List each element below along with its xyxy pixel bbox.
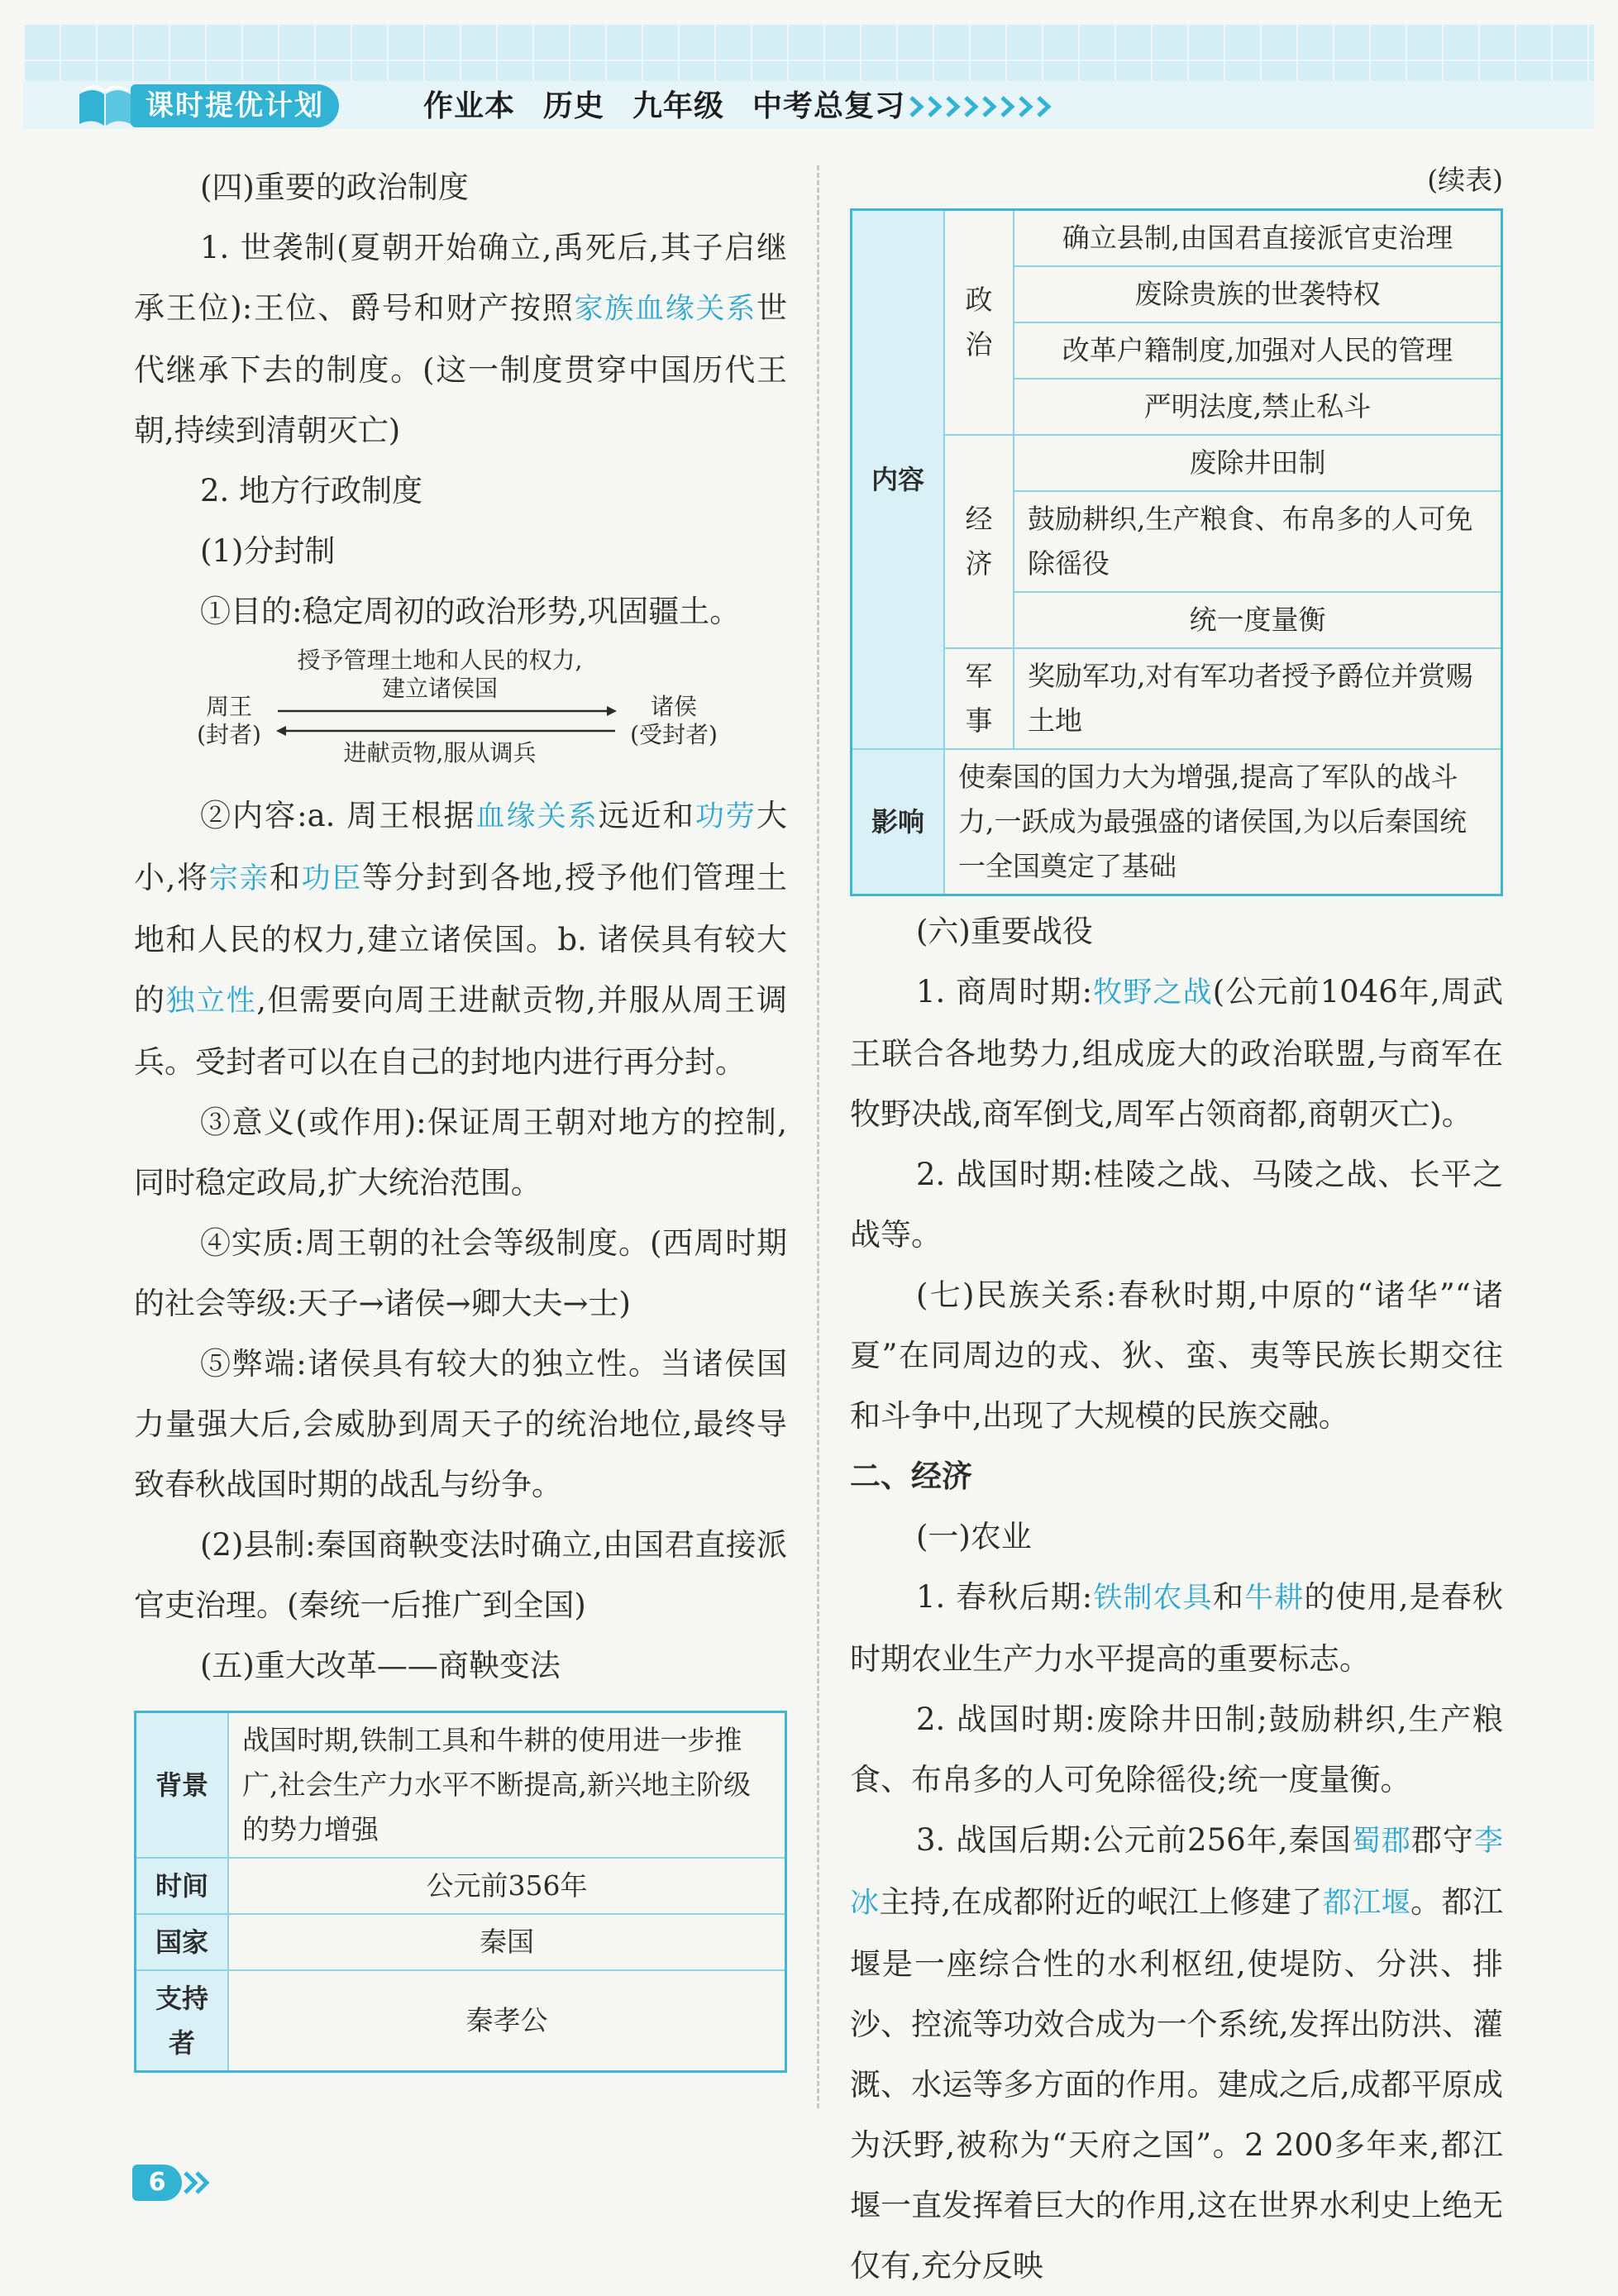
politics-item: 废除贵族的世袭特权 bbox=[1014, 266, 1502, 322]
enfeoffment-content: ②内容:a. 周王根据血缘关系远近和功劳大小,将宗亲和功臣等分封到各地,授予他们管理土地和人民的权力,建立诸侯国。b. 诸侯具有较大的独立性,但需要向周王进献贡物,并服从周王调兵。受封者可以在自己的封地内进行再分封。 bbox=[134, 798, 787, 1080]
local-admin-title: 2. 地方行政制度 bbox=[200, 473, 423, 508]
state-label: 国家 bbox=[136, 1914, 229, 1970]
left-column bbox=[134, 157, 787, 2073]
hereditary-system: 1. 世袭制(夏朝开始确立,禹死后,其子启继承王位):王位、爵号和财产按照家族血缘关系世代继承下去的制度。(这一制度贯穿中国历代王朝,持续到清朝灭亡) bbox=[134, 230, 787, 448]
right-column bbox=[850, 157, 1503, 2296]
supporter-label: 支持者 bbox=[136, 1970, 229, 2072]
agriculture-title: (一)农业 bbox=[916, 1519, 1032, 1554]
politics-item: 确立县制,由国君直接派官吏治理 bbox=[1014, 210, 1502, 267]
section-5-title: (五)重大改革——商鞅变法 bbox=[200, 1648, 561, 1683]
supporter-cell: 秦孝公 bbox=[228, 1970, 786, 2072]
military-label: 军事 bbox=[944, 648, 1014, 749]
table-row bbox=[852, 435, 1502, 491]
header-subject: 历史 bbox=[543, 89, 605, 123]
time-cell: 公元前356年 bbox=[228, 1858, 786, 1914]
impact-cell: 使秦国的国力大为增强,提高了军队的战斗力,一跃成为最强盛的诸侯国,为以后秦国统一全国奠定了基础 bbox=[944, 749, 1502, 895]
diagram-arrows bbox=[273, 704, 620, 741]
table-row bbox=[852, 749, 1502, 895]
economy-section-title: 二、经济 bbox=[850, 1458, 972, 1494]
economy-item: 鼓励耕织,生产粮食、布帛多的人可免除徭役 bbox=[1014, 491, 1502, 592]
header-title bbox=[423, 83, 933, 129]
agriculture-2: 2. 战国时期:废除井田制;鼓励耕织,生产粮食、布帛多的人可免除徭役;统一度量衡。 bbox=[850, 1702, 1503, 1797]
enfeoffment-purpose: ①目的:稳定周初的政治形势,巩固疆土。 bbox=[200, 594, 741, 629]
highlight-muye: 牧野之战 bbox=[1092, 976, 1213, 1010]
header-workbook: 作业本 bbox=[423, 89, 516, 123]
battle-shang-zhou: 1. 商周时期:牧野之战(公元前1046年,周武王联合各地势力,组成庞大的政治联盟,与商军在牧野决战,商军倒戈,周军占领商都,商朝灭亡)。 bbox=[850, 974, 1504, 1132]
page-number: 6 bbox=[132, 2165, 182, 2201]
section-6-title: (六)重要战役 bbox=[916, 914, 1093, 949]
table-row bbox=[136, 1914, 786, 1970]
diagram-bottom-label: 进献贡物,服从调兵 bbox=[343, 739, 537, 766]
continued-label: (续表) bbox=[1427, 164, 1503, 196]
header-review: 中考总复习 bbox=[752, 89, 906, 123]
economy-item: 废除井田制 bbox=[1014, 435, 1502, 491]
column-divider bbox=[817, 165, 819, 2108]
header-grade: 九年级 bbox=[632, 89, 725, 123]
politics-item: 改革户籍制度,加强对人民的管理 bbox=[1014, 322, 1502, 379]
economy-item: 统一度量衡 bbox=[1014, 592, 1502, 648]
table-row bbox=[136, 1712, 786, 1859]
county-system: (2)县制:秦国商鞅变法时确立,由国君直接派官吏治理。(秦统一后推广到全国) bbox=[134, 1527, 787, 1623]
enfeoffment-essence: ④实质:周王朝的社会等级制度。(西周时期的社会等级:天子→诸侯→卿大夫→士) bbox=[134, 1225, 787, 1321]
section-4-title: (四)重要的政治制度 bbox=[200, 169, 469, 205]
content-label: 内容 bbox=[852, 210, 945, 750]
politics-label: 政治 bbox=[944, 210, 1014, 436]
table-row bbox=[136, 1858, 786, 1914]
diagram-king: 周王 (封者) bbox=[197, 693, 261, 748]
agriculture-3: 3. 战国后期:公元前256年,秦国蜀郡郡守李冰主持,在成都附近的岷江上修建了都江堰。都江堰是一座综合性的水利枢纽,使堤防、分洪、排沙、控流等功效合成为一个系统,发挥出防洪、灌溉、水运等多方面的作用。建成之后,成都平原成为沃野,被称为“天府之国”。2 200多年来,都江堰一直发挥着巨大的作用,这在世界水利史上绝无仅有,充分反映 bbox=[850, 1822, 1504, 2284]
chevron-right-icon bbox=[180, 2166, 213, 2199]
ethnic-relations: (七)民族关系:春秋时期,中原的“诸华”“诸夏”在同周边的戎、狄、蛮、夷等民族长期交往和斗争中,出现了大规模的民族交融。 bbox=[850, 1277, 1503, 1434]
enfeoffment-drawback: ⑤弊端:诸侯具有较大的独立性。当诸侯国力量强大后,会威胁到周天子的统治地位,最终导致春秋战国时期的战乱与纷争。 bbox=[134, 1346, 787, 1502]
background-label: 背景 bbox=[136, 1712, 229, 1859]
open-book-icon bbox=[76, 76, 134, 131]
chevron-right-icon bbox=[908, 93, 1065, 121]
table-row bbox=[136, 1970, 786, 2072]
enfeoffment-title: (1)分封制 bbox=[200, 533, 336, 569]
battle-warring-states: 2. 战国时期:桂陵之战、马陵之战、长平之战等。 bbox=[850, 1157, 1503, 1253]
enfeoffment-meaning: ③意义(或作用):保证周王朝对地方的控制,同时稳定政局,扩大统治范围。 bbox=[134, 1105, 787, 1201]
enfeoffment-diagram bbox=[134, 647, 787, 771]
impact-label: 影响 bbox=[852, 749, 945, 895]
highlight-family-blood: 家族血缘关系 bbox=[574, 293, 756, 326]
table-row bbox=[852, 648, 1502, 749]
military-item: 奖励军功,对有军功者授予爵位并赏赐土地 bbox=[1014, 648, 1502, 749]
politics-item: 严明法度,禁止私斗 bbox=[1014, 379, 1502, 435]
economy-label: 经济 bbox=[944, 435, 1014, 648]
diagram-top-label: 授予管理土地和人民的权力, 建立诸侯国 bbox=[297, 647, 583, 702]
state-cell: 秦国 bbox=[228, 1914, 786, 1970]
reform-table-continued bbox=[850, 208, 1503, 896]
brand-badge: 课时提优计划 bbox=[131, 84, 339, 127]
diagram-vassal: 诸侯 (受封者) bbox=[630, 693, 718, 748]
agriculture-1: 1. 春秋后期:铁制农具和牛耕的使用,是春秋时期农业生产力水平提高的重要标志。 bbox=[850, 1579, 1503, 1677]
time-label: 时间 bbox=[136, 1858, 229, 1914]
background-cell: 战国时期,铁制工具和牛耕的使用进一步推广,社会生产力水平不断提高,新兴地主阶级的势力增强 bbox=[228, 1712, 786, 1859]
reform-table bbox=[134, 1711, 787, 2073]
table-row bbox=[852, 210, 1502, 267]
